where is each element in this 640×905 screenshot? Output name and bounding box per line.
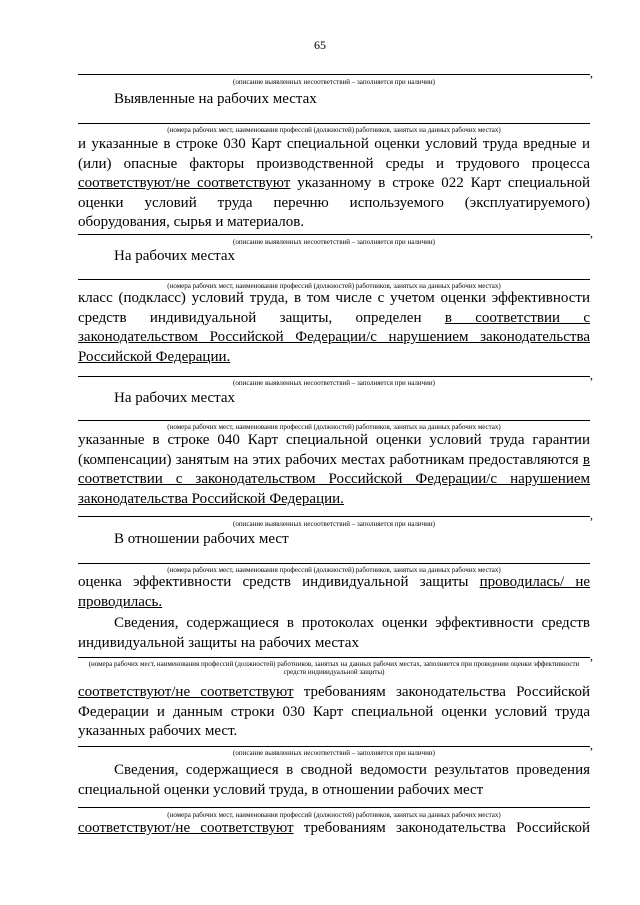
option-compliance: в соответствии с законодательством Российской Федерации/с нарушением законодательства Российской Федерации. — [78, 451, 590, 507]
caption-mismatch: (описание выявленных несоответствий – заполняется при наличии) — [233, 238, 435, 246]
line-comma: , — [590, 226, 593, 240]
section-heading: На рабочих местах — [114, 390, 236, 406]
caption-workplaces: (номера рабочих мест, наименования профессий (должностей) работников, занятых на данных рабочих местах) — [167, 126, 501, 134]
section-heading: Выявленные на рабочих местах — [114, 91, 317, 107]
caption-workplaces: (номера рабочих мест, наименования профессий (должностей) работников, занятых на данных рабочих местах) — [167, 811, 501, 819]
paragraph-requirements: соответствуют/не соответствуют требованиям законодательства Российской Федерации и данным строки 030 Карт специальной оценки условий труда указанных рабочих мест. — [78, 684, 590, 739]
line-comma: , — [590, 738, 593, 752]
caption-workplaces: (номера рабочих мест, наименования профессий (должностей) работников, занятых на данных рабочих местах) — [167, 282, 501, 290]
fill-line[interactable] — [78, 807, 590, 808]
line-comma: , — [590, 508, 593, 522]
line-comma: , — [590, 66, 593, 80]
option-compliance: соответствуют/не соответствуют — [78, 820, 294, 836]
paragraph-factors: и указанные в строке 030 Карт специальной оценки условий труда вредные и (или) опасные факторы производственной среды и трудового процесса соответствуют/не соответствуют указанному в строке 022 Карт специальной оценки условий труда перечню используемого (эксплуатируемого) оборудования, сырья и материалов. — [78, 136, 590, 230]
option-compliance: в соответствии с законодательством Российской Федерации/с нарушением законодательства Российской Федерации. — [78, 309, 591, 365]
section-heading: В отношении рабочих мест — [114, 531, 289, 547]
fill-line[interactable] — [78, 657, 590, 658]
option-conducted: проводилась/ не проводилась. — [78, 574, 591, 610]
fill-line[interactable] — [78, 420, 590, 421]
paragraph-ppe: оценка эффективности средств индивидуальной защиты проводилась/ не проводилась. — [78, 574, 591, 610]
paragraph-summary-sheet: Сведения, содержащиеся в сводной ведомости результатов проведения специальной оценки условий труда, в отношении рабочих мест — [78, 762, 590, 798]
fill-line[interactable] — [78, 234, 590, 235]
caption-mismatch: (описание выявленных несоответствий – заполняется при наличии) — [233, 520, 435, 528]
fill-line[interactable] — [78, 746, 590, 747]
caption-mismatch: (описание выявленных несоответствий – заполняется при наличии) — [233, 379, 435, 387]
caption-workplaces-long: (номера рабочих мест, наименования профессий (должностей) работников, занятых на данных рабочих местах, заполняется при проведении оценки эффективности средств индивидуальной защиты) — [88, 660, 580, 676]
option-compliance: соответствуют/не соответствуют — [78, 175, 291, 191]
option-compliance: соответствуют/не соответствуют — [78, 684, 294, 700]
line-comma: , — [590, 649, 593, 663]
paragraph-ppe-protocols: Сведения, содержащиеся в протоколах оценки эффективности средств индивидуальной защиты на рабочих местах — [78, 615, 590, 651]
fill-line[interactable] — [78, 279, 590, 280]
page-number: 65 — [314, 38, 326, 52]
fill-line[interactable] — [78, 376, 590, 377]
line-comma: , — [590, 368, 593, 382]
section-heading: На рабочих местах — [114, 248, 236, 264]
paragraph-class: класс (подкласс) условий труда, в том числе с учетом оценки эффективности средств индивидуальной защиты, определен в соответствии с законодательством Российской Федерации/с нарушением законодательства Российской Федерации. — [78, 290, 591, 365]
caption-workplaces: (номера рабочих мест, наименования профессий (должностей) работников, занятых на данных рабочих местах) — [167, 423, 501, 431]
caption-mismatch: (описание выявленных несоответствий – заполняется при наличии) — [233, 749, 435, 757]
fill-line[interactable] — [78, 74, 590, 75]
paragraph-requirements-2: соответствуют/не соответствуют требованиям законодательства Российской — [78, 820, 590, 836]
caption-workplaces: (номера рабочих мест, наименования профессий (должностей) работников, занятых на данных рабочих местах) — [167, 566, 501, 574]
fill-line[interactable] — [78, 563, 590, 564]
fill-line[interactable] — [78, 123, 590, 124]
caption-mismatch: (описание выявленных несоответствий – заполняется при наличии) — [233, 78, 435, 86]
fill-line[interactable] — [78, 516, 590, 517]
paragraph-guarantees: указанные в строке 040 Карт специальной оценки условий труда гарантии (компенсации) занятым на этих рабочих местах работникам предоставляются в соответствии с законодательством Российской Федерации/с нарушением законодательства Российской Федерации. — [78, 432, 590, 507]
